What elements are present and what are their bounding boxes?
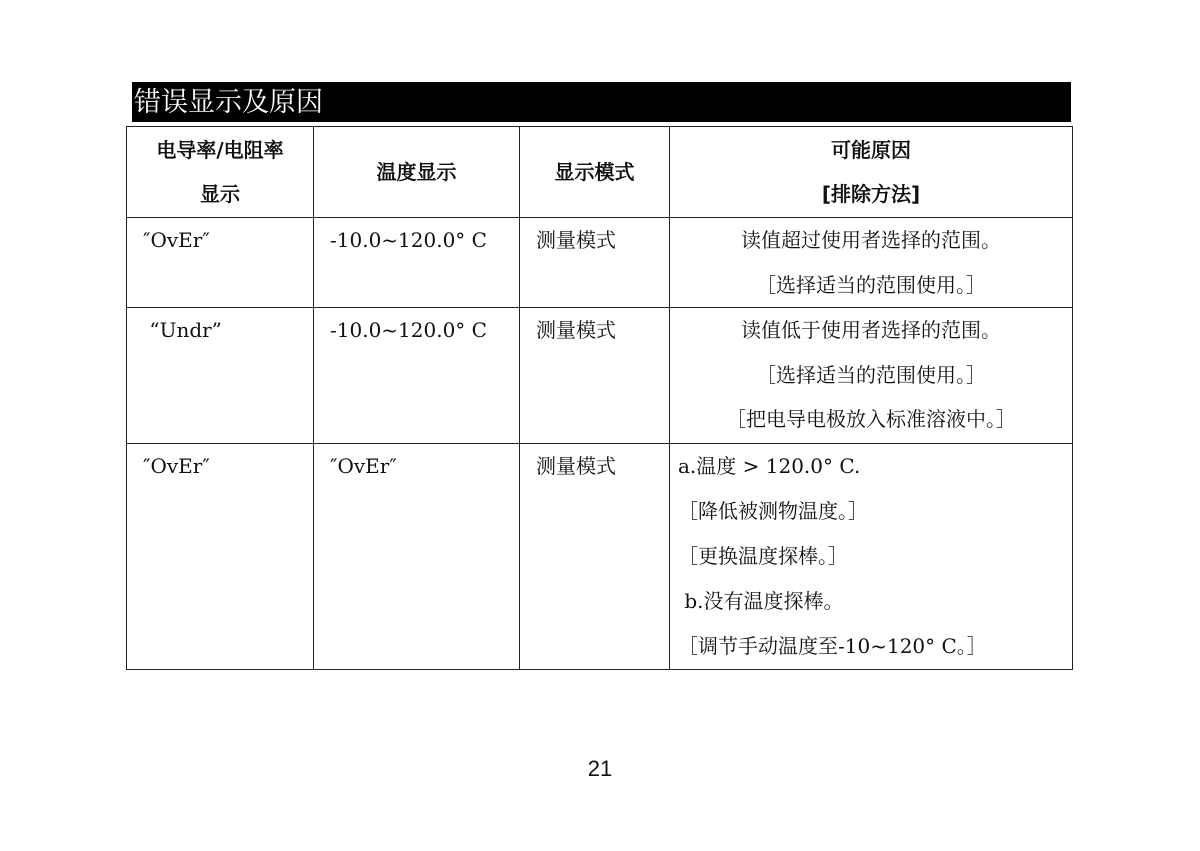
header-display-mode: 显示模式: [520, 127, 670, 218]
table-row: [127, 218, 1073, 308]
header-temperature-display: 温度显示: [314, 127, 520, 218]
conductivity-display-cell: “Undr”: [127, 308, 314, 444]
display-mode-cell: 测量模式: [520, 444, 670, 670]
table-row: [127, 444, 1073, 670]
temperature-display-cell: ″OvEr″: [314, 444, 520, 670]
header-possible-cause: 可能原因 [排除方法]: [670, 127, 1073, 218]
section-title-banner: 错误显示及原因: [132, 82, 1071, 122]
header-conductivity-display: 电导率/电阻率 显示: [127, 127, 314, 218]
page-number: 21: [587, 756, 613, 781]
table-row: [127, 308, 1073, 444]
conductivity-display-cell: ″OvEr″: [127, 218, 314, 308]
display-mode-cell: 测量模式: [520, 308, 670, 444]
table-header-row: [127, 127, 1073, 218]
cause-cell: a.温度 > 120.0° C. ［降低被测物温度。］ ［更换温度探棒。］ b.没有温度探棒。 ［调节手动温度至-10~120° C。］: [670, 444, 1073, 670]
display-mode-cell: 测量模式: [520, 218, 670, 308]
temperature-display-cell: -10.0~120.0° C: [314, 308, 520, 444]
error-display-table: [126, 126, 1073, 670]
conductivity-display-cell: ″OvEr″: [127, 444, 314, 670]
cause-cell: 读值超过使用者选择的范围。 ［选择适当的范围使用。］: [670, 218, 1073, 308]
cause-cell: 读值低于使用者选择的范围。 ［选择适当的范围使用。］ ［把电导电极放入标准溶液中。］: [670, 308, 1073, 444]
temperature-display-cell: -10.0~120.0° C: [314, 218, 520, 308]
